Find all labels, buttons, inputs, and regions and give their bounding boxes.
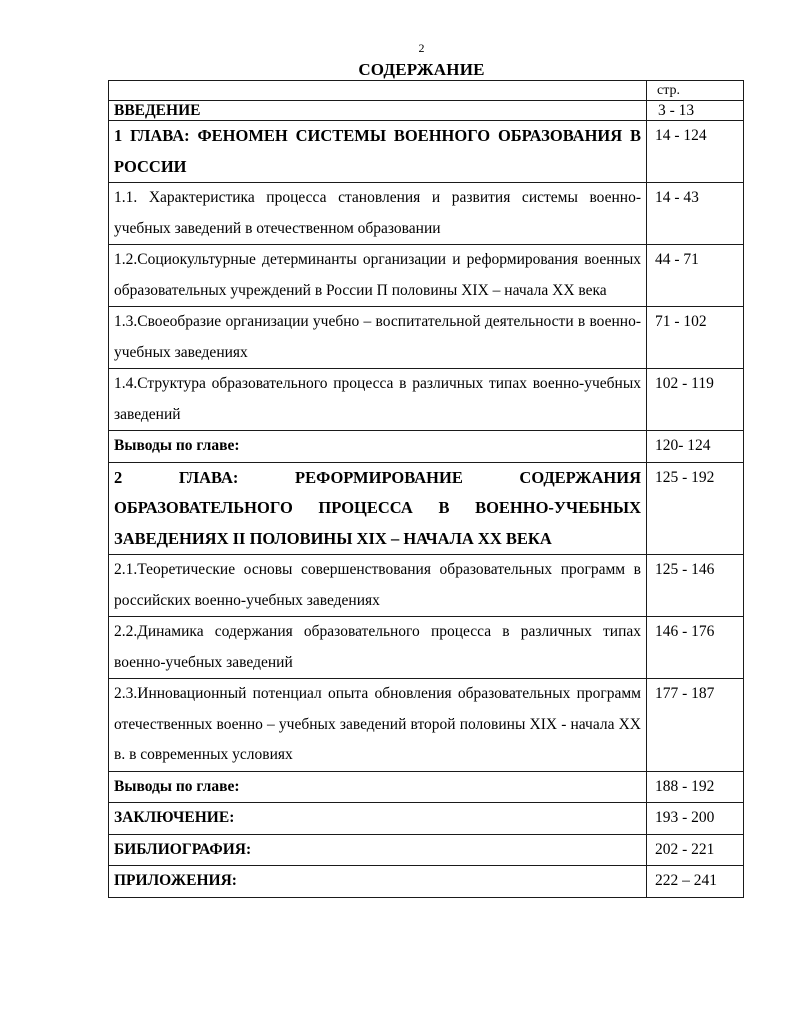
chapter-2-conclusion-title: Выводы по главе: <box>109 771 647 803</box>
toc-header-title-cell <box>109 81 647 101</box>
appendices-pages: 222 – 241 <box>647 866 744 898</box>
toc-row-chapter-1 <box>109 121 744 183</box>
section-1-4-pages: 102 - 119 <box>647 369 744 431</box>
toc-row-bibliography <box>109 834 744 866</box>
chapter-2-pages: 125 - 192 <box>647 462 744 555</box>
section-2-1-title: 2.1.Теоретические основы совершенствования образовательных программ в российских военно-учебных заведениях <box>109 555 647 617</box>
toc-row-chapter-2-conclusion <box>109 771 744 803</box>
section-1-2-title: 1.2.Социокультурные детерминанты организации и реформирования военных образовательных учреждений в России П половины XIX – начала XX века <box>109 245 647 307</box>
chapter-1-pages: 14 - 124 <box>647 121 744 183</box>
conclusion-title: ЗАКЛЮЧЕНИЕ: <box>109 803 647 835</box>
bibliography-pages: 202 - 221 <box>647 834 744 866</box>
section-2-3-title: 2.3.Инновационный потенциал опыта обновления образовательных программ отечественных военно – учебных заведений второй половины XIX - начала XX в. в современных условиях <box>109 679 647 772</box>
chapter-1-conclusion-pages: 120- 124 <box>647 431 744 463</box>
conclusion-pages: 193 - 200 <box>647 803 744 835</box>
appendices-title: ПРИЛОЖЕНИЯ: <box>109 866 647 898</box>
toc-row-section-1-1 <box>109 183 744 245</box>
section-1-2-pages: 44 - 71 <box>647 245 744 307</box>
section-1-1-title: 1.1. Характеристика процесса становления и развития системы военно-учебных заведений в отечественном образовании <box>109 183 647 245</box>
toc-row-section-1-3 <box>109 307 744 369</box>
toc-row-section-1-4 <box>109 369 744 431</box>
toc-row-introduction <box>109 101 744 121</box>
section-1-4-title: 1.4.Структура образовательного процесса в различных типах военно-учебных заведений <box>109 369 647 431</box>
page-title: СОДЕРЖАНИЕ <box>358 60 485 79</box>
chapter-1-conclusion-title: Выводы по главе: <box>109 431 647 463</box>
toc-row-section-2-1 <box>109 555 744 617</box>
toc-row-section-1-2 <box>109 245 744 307</box>
bibliography-title: БИБЛИОГРАФИЯ: <box>109 834 647 866</box>
toc-row-section-2-3 <box>109 679 744 772</box>
toc-row-appendices <box>109 866 744 898</box>
section-1-3-title: 1.3.Своеобразие организации учебно – воспитательной деятельности в военно-учебных заведениях <box>109 307 647 369</box>
toc-row-chapter-2 <box>109 462 744 555</box>
toc-row-section-2-2 <box>109 617 744 679</box>
section-2-2-pages: 146 - 176 <box>647 617 744 679</box>
table-of-contents <box>108 80 744 898</box>
introduction-pages: 3 - 13 <box>647 101 744 121</box>
toc-row-conclusion <box>109 803 744 835</box>
chapter-2-title: 2 ГЛАВА: РЕФОРМИРОВАНИЕ СОДЕРЖАНИЯ ОБРАЗОВАТЕЛЬНОГО ПРОЦЕССА В ВОЕННО-УЧЕБНЫХ ЗАВЕДЕНИЯХ II ПОЛОВИНЫ XIX – НАЧАЛА XX ВЕКА <box>114 467 641 548</box>
introduction-title: ВВЕДЕНИЕ <box>109 101 647 121</box>
toc-row-chapter-1-conclusion <box>109 431 744 463</box>
section-1-3-pages: 71 - 102 <box>647 307 744 369</box>
chapter-2-conclusion-pages: 188 - 192 <box>647 771 744 803</box>
pages-column-header: стр. <box>647 81 744 101</box>
section-2-2-title: 2.2.Динамика содержания образовательного процесса в различных типах военно-учебных заведений <box>109 617 647 679</box>
section-2-3-pages: 177 - 187 <box>647 679 744 772</box>
toc-header-row <box>109 81 744 101</box>
page-number: 2 <box>418 41 425 55</box>
section-1-1-pages: 14 - 43 <box>647 183 744 245</box>
chapter-1-title: 1 ГЛАВА: ФЕНОМЕН СИСТЕМЫ ВОЕННОГО ОБРАЗОВАНИЯ В РОССИИ <box>114 126 641 176</box>
section-2-1-pages: 125 - 146 <box>647 555 744 617</box>
